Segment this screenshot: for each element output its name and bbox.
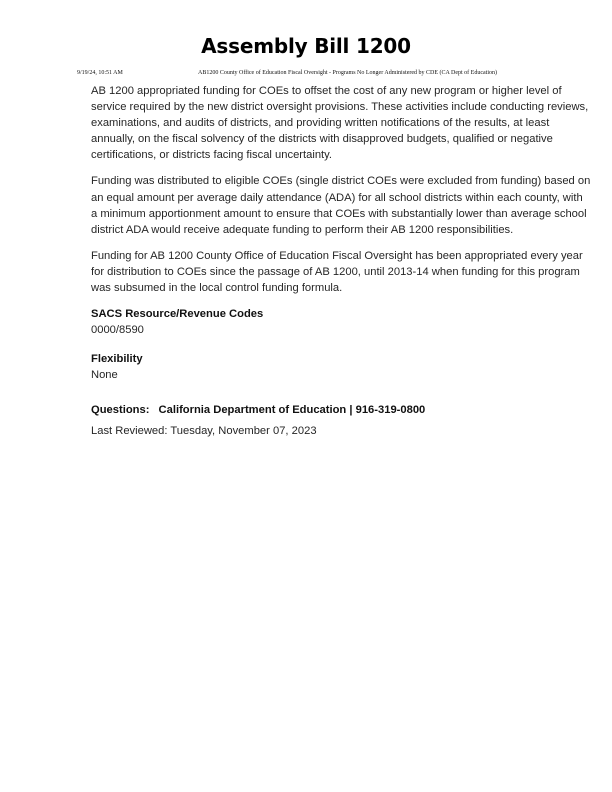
paragraph-funding-purpose: AB 1200 appropriated funding for COEs to offset the cost of any new program or higher level of service required by the new district oversight provisions. These activities include conducting reviews, examinations, and audits of districts, and providing written notifications of the results, at least annually, on the fiscal solvency of the districts with disapproved budgets, qualified or negative certifications, or districts facing fiscal uncertainty. (91, 85, 589, 162)
questions-line (91, 402, 591, 418)
print-page-title: AB1200 County Office of Education Fiscal Oversight - Programs No Longer Administered by CDE (CA Dept of Education) (198, 70, 498, 76)
sacs-heading: SACS Resource/Revenue Codes (91, 308, 264, 321)
last-reviewed: Last Reviewed: Tuesday, November 07, 2023 (91, 424, 317, 437)
questions-contact-link[interactable]: California Department of Education | 916-319-0800 (158, 403, 426, 416)
document-body (91, 83, 591, 439)
page-title: Assembly Bill 1200 (201, 34, 411, 58)
print-timestamp: 9/19/24, 10:51 AM (77, 70, 123, 76)
flexibility-heading: Flexibility (91, 353, 143, 366)
print-header (77, 70, 567, 80)
questions-label: Questions: (91, 403, 150, 416)
paragraph-history: Funding for AB 1200 County Office of Education Fiscal Oversight has been appropriated every year for distribution to COEs since the passage of AB 1200, until 2013-14 when funding for this program was subsumed in the local control funding formula. (91, 249, 583, 295)
paragraph-distribution: Funding was distributed to eligible COEs (single district COEs were excluded from funding) based on an equal amount per average daily attendance (ADA) for all school districts within each county, with a minimum apportionment amount to ensure that COEs with substantially lower than average school district ADA would receive adequate funding to perform their AB 1200 responsibilities. (91, 175, 591, 236)
sacs-value: 0000/8590 (91, 324, 144, 337)
flexibility-value: None (91, 369, 118, 382)
